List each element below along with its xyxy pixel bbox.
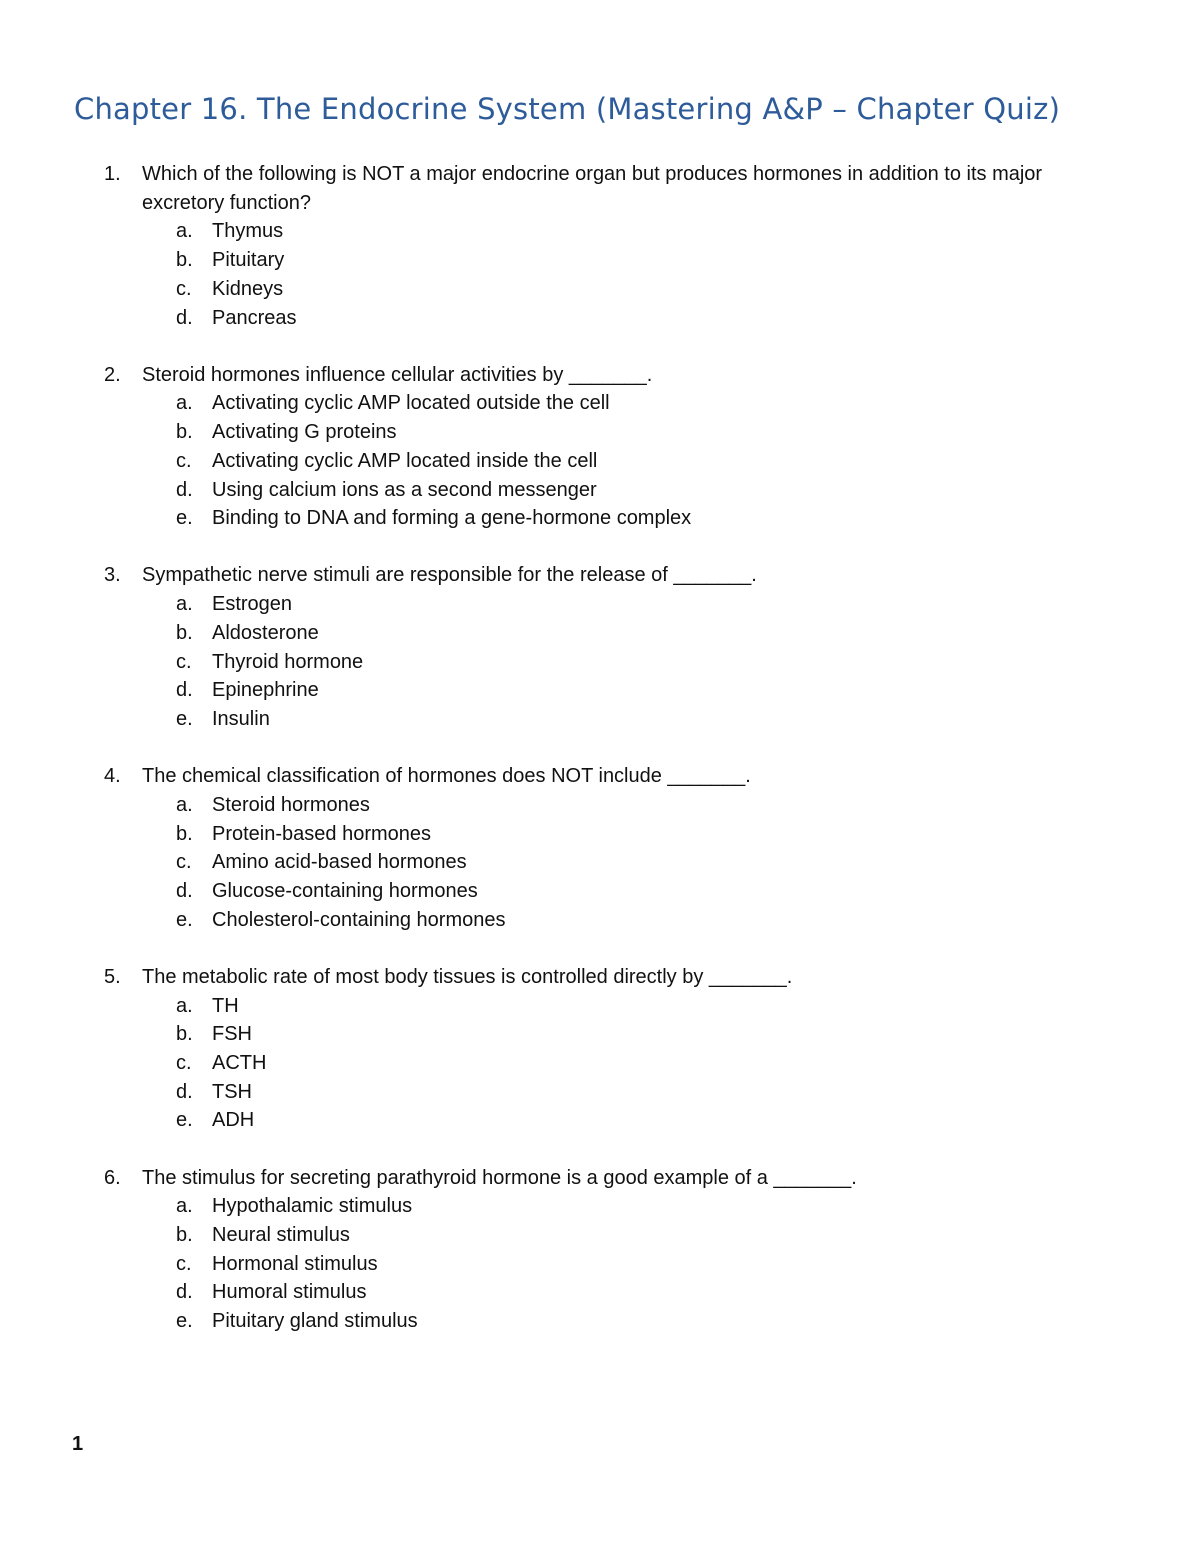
option-letter: b. <box>176 822 193 845</box>
option-text: Activating cyclic AMP located inside the cell <box>212 449 598 472</box>
option-list <box>0 791 1200 935</box>
option-text: Pancreas <box>212 306 297 329</box>
option-text: Kidneys <box>212 277 284 300</box>
option-letter: a. <box>176 994 193 1017</box>
option-item <box>0 389 1200 418</box>
page-number: 1 <box>72 1433 84 1455</box>
question-number: 3. <box>104 564 121 587</box>
option-letter: a. <box>176 593 193 616</box>
option-item <box>0 504 1200 533</box>
option-item <box>0 1278 1200 1307</box>
option-text: Pituitary <box>212 249 285 272</box>
option-text: Thymus <box>212 220 284 243</box>
option-text: Protein-based hormones <box>212 822 432 845</box>
option-text: Hormonal stimulus <box>212 1252 378 1275</box>
option-letter: d. <box>176 1281 193 1304</box>
question-number: 6. <box>104 1166 121 1189</box>
question-number: 4. <box>104 765 121 788</box>
option-item <box>0 820 1200 849</box>
option-item <box>0 304 1200 333</box>
option-letter: b. <box>176 1023 193 1046</box>
option-text: Pituitary gland stimulus <box>212 1310 418 1333</box>
option-text: ACTH <box>212 1051 267 1074</box>
question-3 <box>0 561 1200 733</box>
option-text: Activating G proteins <box>212 421 397 444</box>
option-item <box>0 1106 1200 1135</box>
option-letter: d. <box>176 679 193 702</box>
option-item <box>0 217 1200 246</box>
option-text: Humoral stimulus <box>212 1281 367 1304</box>
option-letter: c. <box>176 449 192 472</box>
option-item <box>0 1192 1200 1221</box>
option-item <box>0 246 1200 275</box>
option-text: Insulin <box>212 707 270 730</box>
option-text: Thyroid hormone <box>212 650 364 673</box>
question-5 <box>0 963 1200 1135</box>
option-text: Estrogen <box>212 593 293 616</box>
option-text: TH <box>212 994 239 1017</box>
option-item <box>0 791 1200 820</box>
option-letter: b. <box>176 421 193 444</box>
option-letter: d. <box>176 306 193 329</box>
option-letter: d. <box>176 879 193 902</box>
option-list <box>0 1192 1200 1336</box>
question-text: Steroid hormones influence cellular activities by _______. <box>142 363 653 386</box>
question-number: 5. <box>104 965 121 988</box>
option-text: Binding to DNA and forming a gene-hormone complex <box>212 507 692 530</box>
option-letter: e. <box>176 707 193 730</box>
option-item <box>0 705 1200 734</box>
option-text: TSH <box>212 1080 252 1103</box>
option-item <box>0 648 1200 677</box>
option-text: ADH <box>212 1109 255 1132</box>
option-letter: a. <box>176 1195 193 1218</box>
question-4 <box>0 762 1200 934</box>
option-text: Amino acid-based hormones <box>212 851 467 874</box>
option-text: FSH <box>212 1023 252 1046</box>
page-title: Chapter 16. The Endocrine System (Mastering A&P – Chapter Quiz) <box>74 92 1061 126</box>
option-item <box>0 676 1200 705</box>
option-text: Aldosterone <box>212 621 319 644</box>
option-item <box>0 590 1200 619</box>
option-item <box>0 1049 1200 1078</box>
option-item <box>0 877 1200 906</box>
option-text: Glucose-containing hormones <box>212 879 478 902</box>
question-text: Which of the following is NOT a major endocrine organ but produces hormones in addition to its major excretory function? <box>142 163 1043 214</box>
option-list <box>0 217 1200 332</box>
option-item <box>0 275 1200 304</box>
option-item <box>0 418 1200 447</box>
option-item <box>0 1221 1200 1250</box>
option-item <box>0 1020 1200 1049</box>
option-letter: e. <box>176 507 193 530</box>
option-item <box>0 1078 1200 1107</box>
option-letter: e. <box>176 1109 193 1132</box>
option-letter: c. <box>176 851 192 874</box>
question-2 <box>0 361 1200 533</box>
option-item <box>0 447 1200 476</box>
option-text: Neural stimulus <box>212 1224 350 1246</box>
option-letter: d. <box>176 478 193 501</box>
option-letter: b. <box>176 249 193 272</box>
question-text: Sympathetic nerve stimuli are responsible for the release of _______. <box>142 564 757 587</box>
option-item <box>0 848 1200 877</box>
question-number: 1. <box>104 163 121 185</box>
option-text: Hypothalamic stimulus <box>212 1195 413 1218</box>
option-item <box>0 906 1200 935</box>
question-1 <box>0 160 1200 332</box>
question-6 <box>0 1164 1200 1336</box>
option-text: Activating cyclic AMP located outside the cell <box>212 392 610 415</box>
option-letter: e. <box>176 1310 193 1333</box>
question-list <box>0 160 1200 1364</box>
option-text: Using calcium ions as a second messenger <box>212 478 597 501</box>
option-letter: a. <box>176 392 193 415</box>
option-letter: c. <box>176 1252 192 1275</box>
option-text: Cholesterol-containing hormones <box>212 908 506 931</box>
option-text: Epinephrine <box>212 679 319 702</box>
option-letter: b. <box>176 1224 193 1246</box>
option-letter: e. <box>176 908 193 931</box>
question-number: 2. <box>104 363 121 386</box>
option-letter: c. <box>176 1051 192 1074</box>
question-text: The chemical classification of hormones does NOT include _______. <box>142 765 751 788</box>
option-item <box>0 1307 1200 1336</box>
option-letter: a. <box>176 220 193 243</box>
option-letter: d. <box>176 1080 193 1103</box>
option-letter: a. <box>176 793 193 816</box>
option-list <box>0 389 1200 533</box>
question-text: The stimulus for secreting parathyroid hormone is a good example of a _______. <box>142 1166 857 1189</box>
option-letter: c. <box>176 277 192 300</box>
option-item <box>0 619 1200 648</box>
option-item <box>0 1250 1200 1279</box>
option-text: Steroid hormones <box>212 793 370 816</box>
option-list <box>0 992 1200 1136</box>
question-text: The metabolic rate of most body tissues is controlled directly by _______. <box>142 965 793 988</box>
option-letter: c. <box>176 650 192 673</box>
option-item <box>0 476 1200 505</box>
option-list <box>0 590 1200 734</box>
option-letter: b. <box>176 621 193 644</box>
option-item <box>0 992 1200 1021</box>
